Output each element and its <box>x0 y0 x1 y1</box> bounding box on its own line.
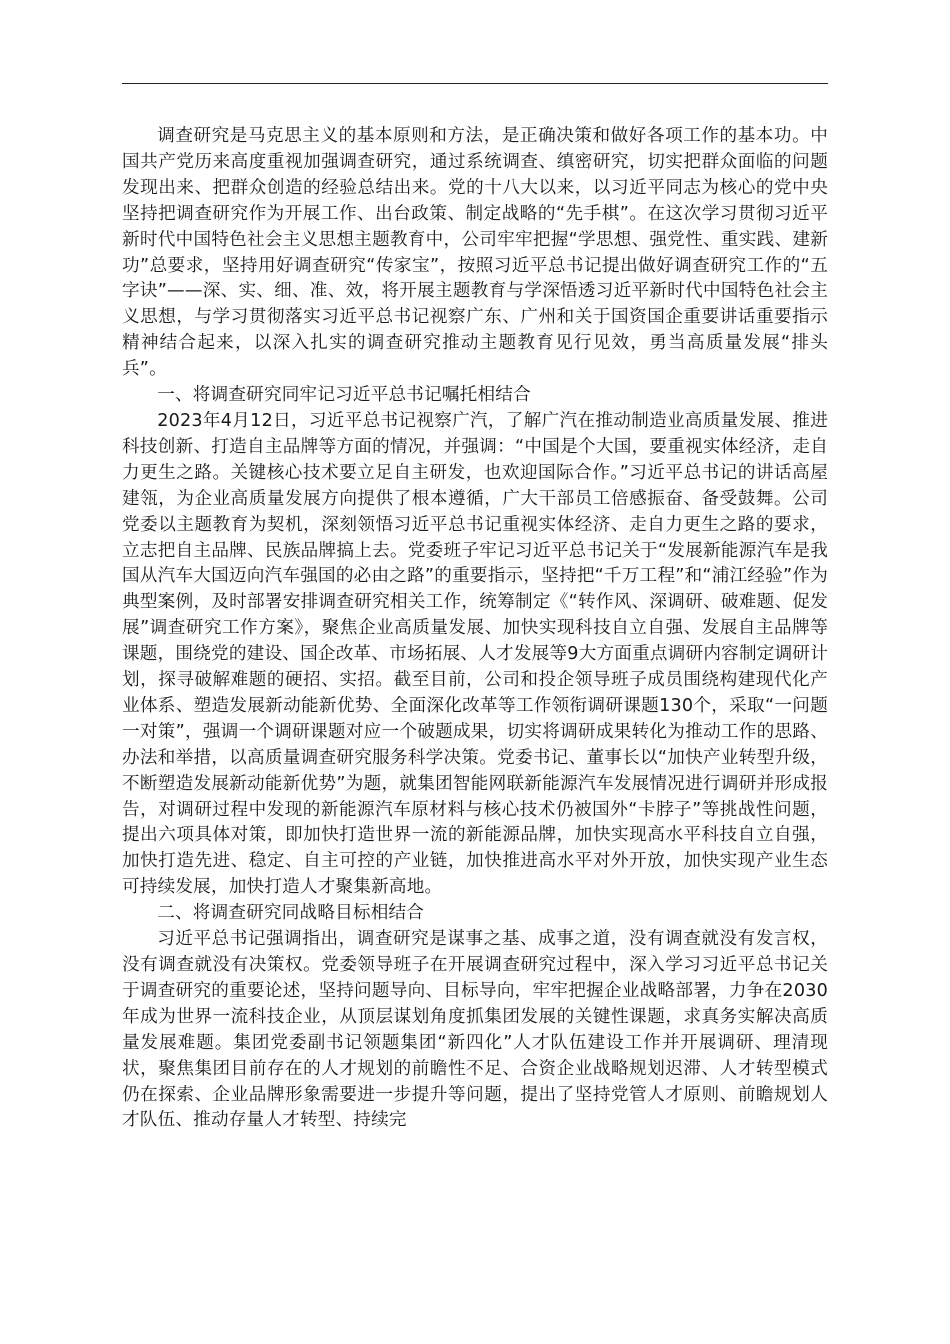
section-2-paragraph: 习近平总书记强调指出，调查研究是谋事之基、成事之道，没有调查就没有发言权，没有调查就没有决策权。党委领导班子在开展调查研究过程中，深入学习习近平总书记关于调查研究的重要论述，坚持问题导向、目标导向，牢牢把握企业战略部署，力争在2030年成为世界一流科技企业，从顶层谋划角度抓集团发展的关键性课题，求真务实解决高质量发展难题。集团党委副书记领题集团“新四化”人才队伍建设工作并开展调研、理清现状，聚焦集团目前存在的人才规划的前瞻性不足、合资企业战略规划迟滞、人才转型模式仍在探索、企业品牌形象需要进一步提升等问题，提出了坚持党管人才原则、前瞻规划人才队伍、推动存量人才转型、持续完 <box>122 929 828 1131</box>
section-1-paragraph: 2023年4月12日，习近平总书记视察广汽，了解广汽在推动制造业高质量发展、推进科技创新、打造自主品牌等方面的情况，并强调：“中国是个大国，要重视实体经济，走自力更生之路。关键核心技术要立足自主研发，也欢迎国际合作。”习近平总书记的讲话高屋建瓴，为企业高质量发展方向提供了根本遵循，广大干部员工倍感振奋、备受鼓舞。公司党委以主题教育为契机，深刻领悟习近平总书记重视实体经济、走自力更生之路的要求，立志把自主品牌、民族品牌搞上去。党委班子牢记习近平总书记关于“发展新能源汽车是我国从汽车大国迈向汽车强国的必由之路”的重要指示，坚持把“千万工程”和“浦江经验”作为典型案例，及时部署安排调查研究相关工作，统筹制定《“转作风、深调研、破难题、促发展”调查研究工作方案》，聚焦企业高质量发展、加快实现科技自立自强、发展自主品牌等课题，围绕党的建设、国企改革、市场拓展、人才发展等9大方面重点调研内容制定调研计划，探寻破解难题的硬招、实招。截至目前，公司和投企领导班子成员围绕构建现代化产业体系、塑造发展新动能新优势、全面深化改革等工作领衔调研课题130个，采取“一问题一对策”，强调一个调研课题对应一个破题成果，切实将调研成果转化为推动工作的思路、办法和举措，以高质量调查研究服务科学决策。党委书记、董事长以“加快产业转型升级，不断塑造发展新动能新优势”为题，就集团智能网联新能源汽车发展情况进行调研并形成报告，对调研过程中发现的新能源汽车原材料与核心技术仍被国外“卡脖子”等挑战性问题，提出六项具体对策，即加快打造世界一流的新能源品牌，加快实现高水平科技自立自强，加快打造先进、稳定、自主可控的产业链，加快推进高水平对外开放，加快实现产业生态可持续发展，加快打造人才聚集新高地。 <box>122 410 828 898</box>
intro-paragraph: 调查研究是马克思主义的基本原则和方法，是正确决策和做好各项工作的基本功。中国共产党历来高度重视加强调查研究，通过系统调查、缜密研究，切实把群众面临的问题发现出来、把群众创造的经验总结出来。党的十八大以来，以习近平同志为核心的党中央坚持把调查研究作为开展工作、出台政策、制定战略的“先手棋”。在这次学习贯彻习近平新时代中国特色社会主义思想主题教育中，公司牢牢把握“学思想、强党性、重实践、建新功”总要求，坚持用好调查研究“传家宝”，按照习近平总书记提出做好调查研究工作的“五字诀”——深、实、细、准、效，将开展主题教育与学深悟透习近平新时代中国特色社会主义思想，与学习贯彻落实习近平总书记视察广东、广州和关于国资国企重要讲话重要指示精神结合起来，以深入扎实的调查研究推动主题教育见行见效，勇当高质量发展“排头兵”。 <box>122 126 828 380</box>
header-rule <box>122 83 828 84</box>
section-heading-2: 二、将调查研究同战略目标相结合 <box>157 903 425 924</box>
document-body <box>122 124 828 1134</box>
section-heading-1: 一、将调查研究同牢记习近平总书记嘱托相结合 <box>157 385 531 406</box>
